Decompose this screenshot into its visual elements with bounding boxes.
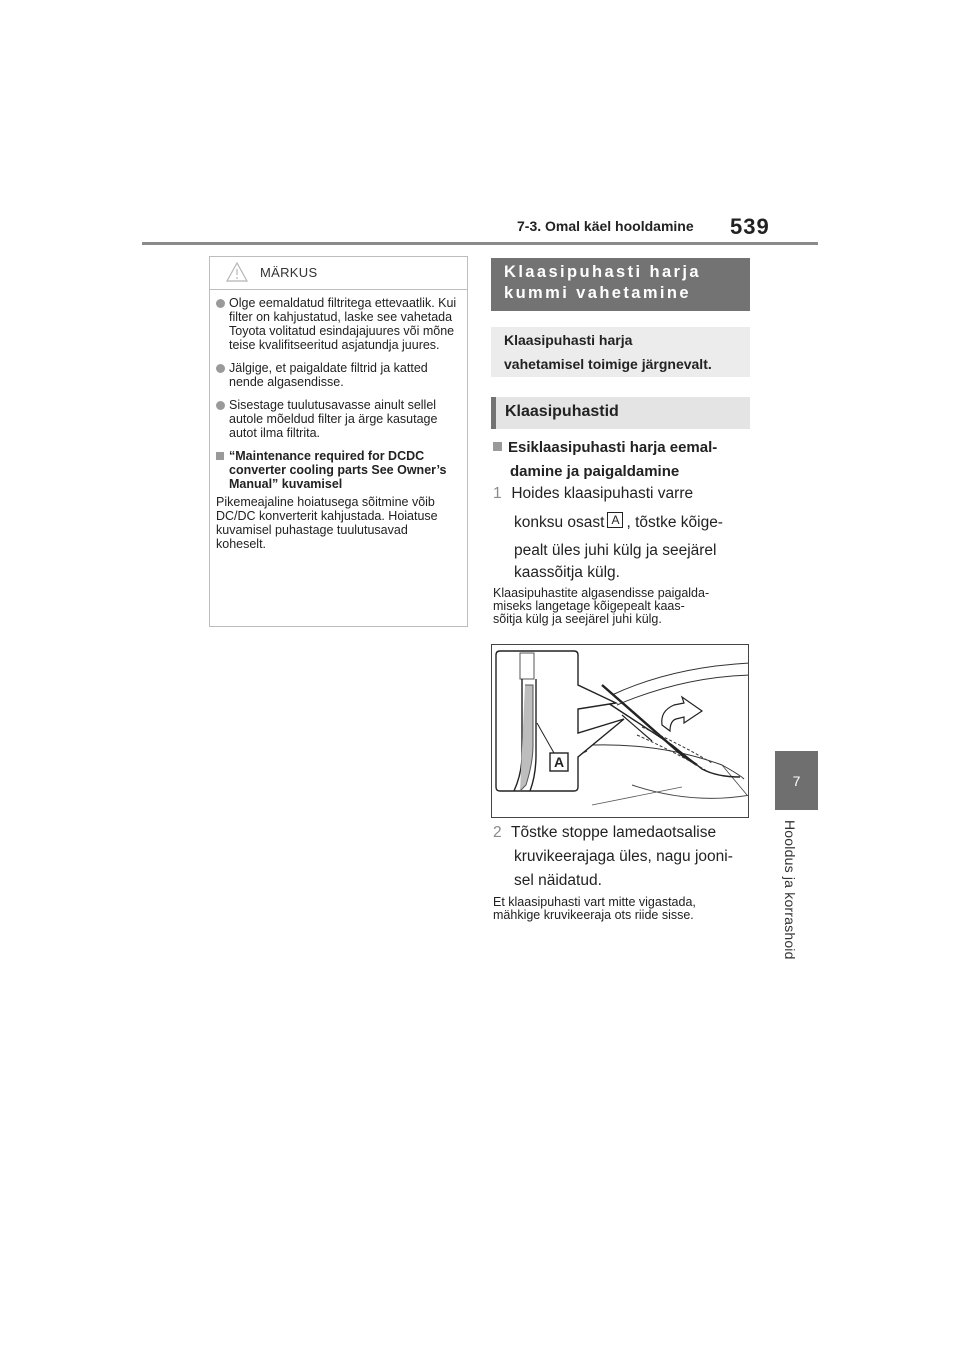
bullet-icon	[216, 299, 225, 308]
notice-item: Jälgige, et paigaldate filtrid ja katted nende algasendisse.	[216, 361, 457, 389]
chapter-number: 7	[792, 772, 801, 789]
notice-item: Sisestage tuulutusavasse ainult sellel autole mõeldud filter ja ärge kasutage autot ilma filtrita.	[216, 398, 457, 440]
step-1: 1 Hoides klaasipuhasti varre konksu osast A , tõstke kõige- pealt üles juhi külg ja seejärel kaassõitja külg.	[493, 485, 723, 581]
procedure-heading: Esiklaasipuhasti harja eemal- damine ja paigaldamine	[493, 436, 753, 484]
header-divider	[142, 242, 818, 245]
subsection-heading: Klaasipuhastid	[491, 397, 750, 429]
bullet-icon	[216, 364, 225, 373]
figure-label-a: A	[553, 754, 565, 770]
square-bullet-icon	[493, 442, 502, 451]
square-bullet-icon	[216, 452, 224, 460]
intro-box: Klaasipuhasti harja vahetamisel toimige järgnevalt.	[491, 327, 750, 377]
warning-triangle-icon	[226, 262, 248, 282]
notice-item: Olge eemaldatud filtritega ettevaatlik. Kui filter on kahjustatud, laske see vahetada Toyota volitatud esindajajuures või mõne teise kvalifitseeritud asjatundja juures.	[216, 296, 457, 352]
notice-title: MÄRKUS	[260, 265, 318, 280]
step-2-note: Et klaasipuhasti vart mitte vigastada, mähkige kruvikeeraja ots riide sisse.	[493, 895, 696, 922]
step-1-note: Klaasipuhastite algasendisse paigalda- miseks langetage kõigepealt kaas- sõitja külg ja seejärel juhi külg.	[493, 586, 710, 626]
chapter-label: Hooldus ja korrashoid	[782, 820, 798, 960]
wiper-illustration	[491, 644, 749, 818]
step-2: 2 Tõstke stoppe lamedaotsalise kruvikeerajaga üles, nagu jooni- sel näidatud.	[493, 824, 733, 889]
notice-box	[209, 256, 468, 627]
section-title-bar: Klaasipuhasti harja kummi vahetamine	[491, 258, 750, 311]
page-number: 539	[730, 214, 770, 239]
header-section-title: 7-3. Omal käel hooldamine	[517, 218, 694, 234]
bullet-icon	[216, 401, 225, 410]
notice-subtext: Pikemeajaline hoiatusega sõitmine võib DC/DC konverterit kahjustada. Hoiatuse kuvamisel puhastage tuulutusavad koheselt.	[216, 495, 438, 551]
label-a-badge: A	[607, 512, 623, 528]
notice-header	[210, 257, 467, 290]
notice-subheading: “Maintenance required for DCDC converter cooling parts See Owner’s Manual” kuvamisel	[216, 449, 457, 491]
wiper-arm-illustration	[492, 645, 749, 818]
chapter-tab	[775, 751, 818, 810]
